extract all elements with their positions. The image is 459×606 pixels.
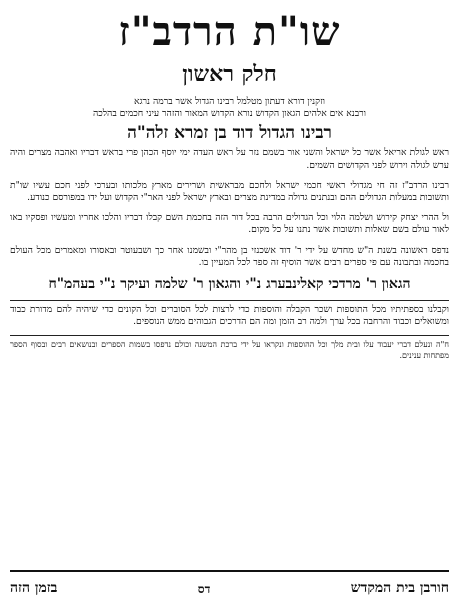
divider (10, 300, 449, 301)
intro-line: וזקנין דורא דעתון מטלמל רבינו הגדול אשר ברמה נרגא (134, 96, 325, 107)
footer-right-text: חורבן בית המקדש (350, 580, 449, 596)
book-title: שו"ת הרדב"ז (118, 8, 341, 55)
document-page (0, 6, 459, 606)
footer-center-text: דס (197, 582, 211, 596)
footer-left-text: בזמן הזה (10, 580, 58, 596)
page-footer (10, 570, 449, 598)
editors-line: הגאון ר' מרדכי קאלינבערג נ"י והגאון ר' שלמה ועיקר נ"י בעהמ"ח (48, 276, 411, 293)
footnote-paragraph: ח"ה ונעלם דברי יעבוד עלו ובית מלך וכל ההוספות ונקראו על ידי ברכת המשנה וכולם נדפסו בשמות הספרים ובנושאים רבים ובסוף הספר מפתחות ענינים. (10, 340, 449, 361)
intro-block (10, 96, 449, 120)
intro-line: ורבנא אים אלהים הגאון הקדוש נורא הקדוש המאור והזהר עיני חכמים בהלכה (92, 108, 367, 120)
paragraph: ראש לגולת אריאל אשר כל ישראל והשני אור בשמם נזר על ראש העדה ימי יוסף הכהן פרי בראש דבריו ואהבה מצרים והיה ערש לגולה וירוש לפני הקדושים השמים. (10, 147, 449, 171)
paragraph: ול ההרי יצחק קירוש ושלמה הלוי וכל הגדולים הרבה בכל דור הזה בחכמת השם קבלו דבריו והלכו אחריו ומעשיו ופסקיו באו לאור עולם בשם שאלות ותשובות אשר נתנו על כל מקום. (10, 212, 449, 236)
paragraph: וקבלנו בספתיתיו מכל התוספות ושכר הקבלה והוספות כדי לרצות לכל הסוברים וכל הקונים כדי שיהיה להם מדורת כבוד ומשואלים וכבוד והרחבה בכל ערך ולמה רב הזמן ומה הם הדרכים הגבוהים ממש הנוספים. (10, 304, 449, 328)
rabbi-name: רבינו הגדול דוד בן זמרא זלה"ה (127, 123, 332, 144)
part-title: חלק ראשון (182, 61, 277, 87)
divider (10, 335, 449, 336)
paragraph: נדפס ראשונה בשנת ה"ש מחדש על ידי ר' דוד אשכנזי בן מהר"י ובשמנו אחר כך ושבעוטר ובאסורו ומאמרים מכל העולם בחכמה ובתבונה עם פי ספרים רבים אשר הוסיף זה ספר לכל המעיין בו. (10, 244, 449, 268)
paragraph: רבינו הרדב"ז זה חי מגדולי ראשי חכמי ישראל ולחכם מבראשית ושרירים מארץ מלכותו ובערכי לפני חכם עשיו שו"ת ותשובות במעלות הגדולים ההם ובנתנים גדולה במדינת מצרים ובארץ ישראל לפני האר"י הקדוש ועל ידו במפורסם כנודע. (10, 179, 449, 204)
